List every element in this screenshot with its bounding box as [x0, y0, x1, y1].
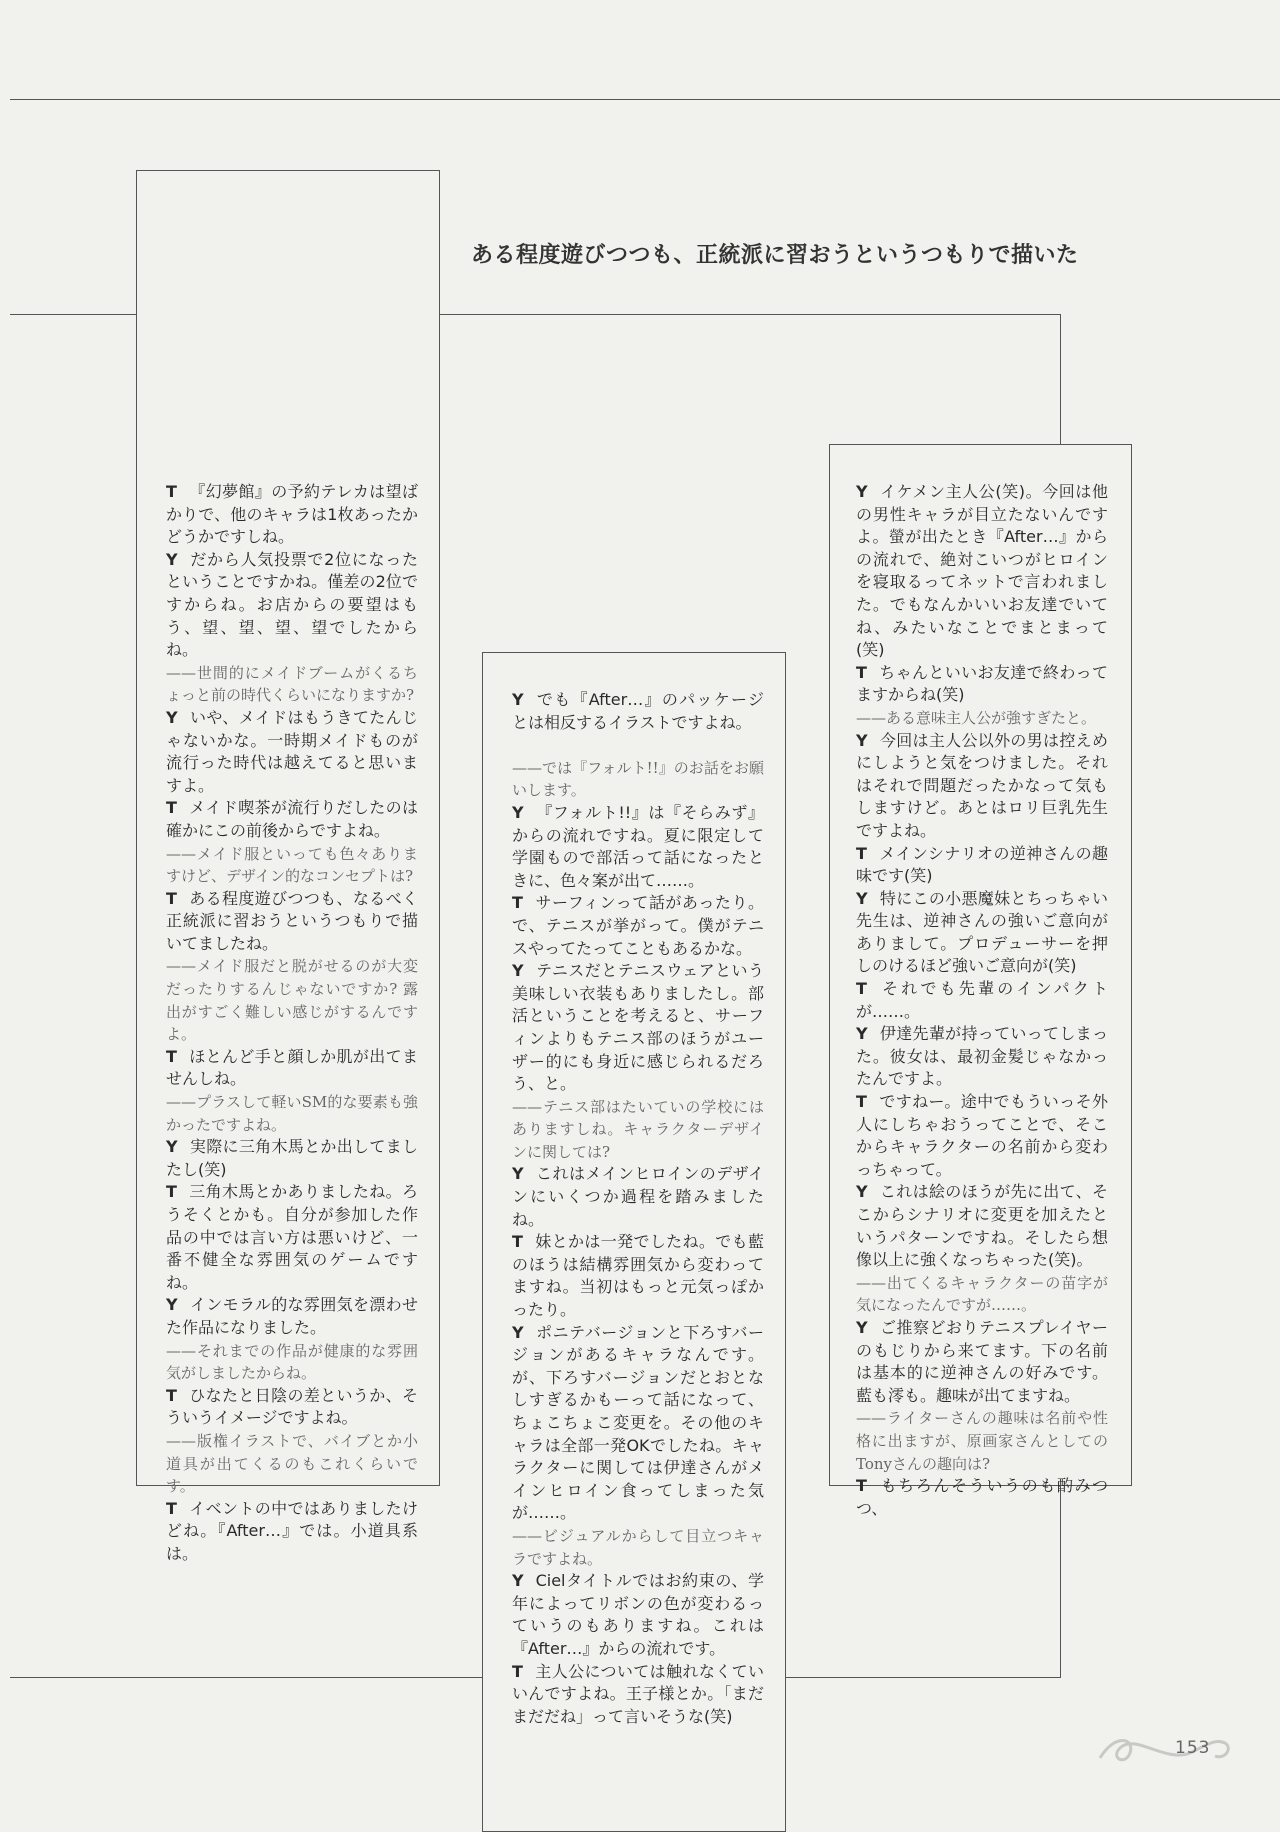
answer-text: 『フォルト!!』は『そらみず』からの流れですね。夏に限定して学園もので部活って話になったときに、色々案が出て……。: [512, 802, 764, 890]
answer-text: Cielタイトルではお約束の、学年によってリボンの色が変わるっていうのもありますね。これは『After…』からの流れです。: [512, 1571, 764, 1658]
speaker-initial: T: [512, 893, 523, 913]
interview-answer: [166, 888, 418, 956]
speaker-initial: Y: [856, 1317, 868, 1337]
speaker-initial: Y: [512, 802, 524, 822]
answer-text: だから人気投票で2位になったということですかね。僅差の2位ですからね。お店からの要望はもう、望、望、望、望でしたからね。: [166, 549, 418, 660]
question-text: ——テニス部はたいていの学校にはありますしね。キャラクターデザインに関しては?: [512, 1097, 764, 1161]
answer-text: メインシナリオの逆神さんの趣味です(笑): [856, 843, 1108, 886]
interviewer-question: [166, 843, 418, 888]
answer-text: ほとんど手と顔しか肌が出てませんしね。: [166, 1046, 418, 1089]
interviewer-question: [856, 1407, 1108, 1475]
answer-text: 妹とかは一発でしたね。でも藍のほうは結構雰囲気から変わってますね。当初はもっと元気っぽかったり。: [512, 1232, 764, 1320]
frame-line: [785, 1677, 1061, 1678]
speaker-initial: Y: [856, 888, 868, 908]
interview-answer: [166, 1181, 418, 1294]
speaker-initial: Y: [166, 549, 178, 569]
question-text: ——出てくるキャラクターの苗字が気になったんですが……。: [856, 1273, 1108, 1315]
answer-text: テニスだとテニスウェアという美味しい衣装もありましたし。部活ということを考えると、サーフィンよりもテニス部のほうがユーザー的にも身近に感じられるだろう、と。: [512, 961, 764, 1094]
interview-answer: [856, 662, 1108, 707]
answer-text: サーフィンって話があったり。で、テニスが挙がって。僕がテニスやってたってこともあるかな。: [512, 893, 764, 958]
interview-answer: [512, 1661, 764, 1729]
question-text: ——それまでの作品が健康的な雰囲気がしましたからね。: [166, 1341, 418, 1383]
speaker-initial: T: [512, 1661, 523, 1681]
interviewer-question: [512, 1525, 764, 1570]
question-text: ——メイド服だと脱がせるのが大変だったりするんじゃないですか? 露出がすごく難しい感じがするんですよ。: [166, 957, 418, 1044]
frame-line: [439, 314, 1061, 315]
answer-text: ポニテバージョンと下ろすバージョンがあるキャラなんです。が、下ろすバージョンだとおとなしすぎるかもーって話になって、ちょこちょこ変更を。その他のキャラは全部一発OKでしたね。キャラクターに関しては伊達さんがメインヒロイン食ってしまった気が……。: [512, 1322, 764, 1523]
speaker-initial: Y: [856, 482, 868, 501]
interview-answer: [856, 843, 1108, 888]
interviewer-question: [166, 955, 418, 1045]
interview-answer: [856, 1091, 1108, 1181]
answer-text: 実際に三角木馬とか出してましたし(笑): [166, 1137, 418, 1179]
question-text: ——では『フォルト!!』のお話をお願いします。: [512, 758, 764, 800]
answer-text: 三角木馬とかありましたね。ろうそくとかも。自分が参加した作品の中では言い方は悪いけど、一番不健全な雰囲気のゲームですね。: [166, 1182, 418, 1292]
interview-answer: [166, 1498, 418, 1566]
interview-answer: [166, 1294, 418, 1339]
interview-answer: [512, 892, 764, 960]
interview-answer: [856, 481, 1108, 662]
interview-answer: [166, 1385, 418, 1430]
interview-answer: [512, 1163, 764, 1231]
interviewer-question: [166, 1091, 418, 1136]
answer-text: ご推察どおりテニスプレイヤーのもじりから来てます。下の名前は基本的に逆神さんの好みです。藍も澪も。趣味が出てますね。: [856, 1317, 1108, 1405]
speaker-initial: T: [166, 888, 177, 908]
speaker-initial: Y: [512, 1322, 524, 1342]
answer-text: 伊達先輩が持っていってしまった。彼女は、最初金髪じゃなかったんですよ。: [856, 1024, 1108, 1089]
interview-answer: [512, 689, 764, 734]
speaker-initial: T: [166, 1046, 177, 1066]
speaker-initial: Y: [856, 1024, 868, 1044]
speaker-initial: Y: [856, 1182, 868, 1202]
speaker-initial: Y: [166, 707, 178, 727]
answer-text: イケメン主人公(笑)。今回は他の男性キャラが目立たないんですよ。螢が出たとき『After…』からの流れで、絶対こいつがヒロインを寝取るってネットで言われました。でもなんかいいお友達でいてね、みたいなことでまとまって(笑): [856, 482, 1108, 660]
question-text: ——世間的にメイドブームがくるちょっと前の時代くらいになりますか?: [166, 663, 418, 705]
speaker-initial: Y: [166, 1137, 178, 1157]
question-text: ——ある意味主人公が強すぎたと。: [856, 708, 1097, 727]
interview-answer: [856, 978, 1108, 1023]
interview-answer: [166, 1046, 418, 1091]
speaker-initial: Y: [512, 1164, 524, 1184]
speaker-initial: Y: [856, 730, 868, 750]
interviewer-question: [166, 662, 418, 707]
interview-answer: [512, 1322, 764, 1525]
answer-text: 『幻夢館』の予約テレカは望ばかりで、他のキャラは1枚あったかどうかですしね。: [166, 482, 418, 547]
top-rule: [10, 99, 1280, 100]
interview-answer: [856, 1475, 1108, 1520]
question-text: ——プラスして軽いSM的な要素も強かったですよね。: [166, 1093, 418, 1134]
answer-text: インモラル的な雰囲気を漂わせた作品になりました。: [166, 1295, 418, 1337]
question-text: ——版権イラストで、バイブとか小道具が出てくるのもこれくらいです。: [166, 1431, 418, 1496]
interview-answer: [166, 707, 418, 797]
interview-answer: [856, 888, 1108, 978]
speaker-initial: Y: [512, 690, 524, 709]
interview-answer: [166, 481, 418, 549]
answer-text: ちゃんといいお友達で終わってますからね(笑): [856, 662, 1108, 705]
page-ornament-icon: [1095, 1728, 1235, 1768]
interview-answer: [512, 1570, 764, 1660]
interviewer-question: [166, 1430, 418, 1498]
speaker-initial: T: [512, 1232, 523, 1252]
speaker-initial: T: [856, 1476, 867, 1496]
speaker-initial: T: [856, 662, 867, 682]
interviewer-question: [856, 707, 1108, 730]
interview-answer: [856, 1023, 1108, 1091]
answer-text: 今回は主人公以外の男は控えめにしようと気をつけました。それはそれで問題だったかなって気もしますけど。あとはロリ巨乳先生ですよね。: [856, 730, 1108, 840]
speaker-initial: T: [166, 1385, 177, 1405]
answer-text: ひなたと日陰の差というか、そういうイメージですよね。: [166, 1385, 418, 1428]
interviewer-question: [856, 1272, 1108, 1317]
question-text: ——ライターさんの趣味は名前や性格に出ますが、原画家さんとしてのTonyさんの趣向は?: [856, 1409, 1108, 1473]
interview-column-left: [166, 481, 418, 1566]
interview-answer: [166, 549, 418, 662]
answer-text: もちろんそういうのも酌みつつ、: [856, 1476, 1108, 1518]
frame-line: [10, 314, 136, 315]
speaker-initial: T: [166, 482, 177, 501]
page-number: 153: [1175, 1738, 1211, 1758]
interviewer-question: [166, 1340, 418, 1385]
speaker-initial: T: [856, 979, 867, 999]
frame-line: [10, 1677, 482, 1678]
interviewer-question: [512, 1096, 764, 1164]
interview-answer: [856, 730, 1108, 843]
interview-answer: [166, 1136, 418, 1181]
interview-answer: [856, 1181, 1108, 1271]
interview-answer: [166, 797, 418, 842]
interview-answer: [856, 1317, 1108, 1407]
speaker-initial: T: [856, 843, 867, 863]
answer-text: イベントの中ではありましたけどね。『After…』では。小道具系は。: [166, 1498, 418, 1563]
interview-column-middle: [512, 689, 764, 1728]
question-text: ——ビジュアルからして目立つキャラですよね。: [512, 1526, 764, 1568]
speaker-initial: Y: [512, 1571, 524, 1591]
answer-text: それでも先輩のインパクトが……。: [856, 979, 1108, 1021]
speaker-initial: Y: [166, 1295, 178, 1315]
speaker-initial: T: [166, 1498, 177, 1518]
answer-text: いや、メイドはもうきてたんじゃないかな。一時期メイドものが流行った時代は越えてると思いますよ。: [166, 707, 418, 795]
interview-answer: [512, 960, 764, 1096]
answer-text: これはメインヒロインのデザインにいくつか過程を踏みましたね。: [512, 1164, 764, 1229]
interview-column-right: [856, 481, 1108, 1520]
speaker-initial: T: [166, 1182, 177, 1202]
answer-text: 特にこの小悪魔妹とちっちゃい先生は、逆神さんの強いご意向がありまして。プロデューサーを押しのけるほど強いご意向が(笑): [856, 888, 1108, 976]
interviewer-question: [512, 757, 764, 802]
answer-text: でも『After…』のパッケージとは相反するイラストですよね。: [512, 690, 764, 732]
answer-text: ある程度遊びつつも、なるべく正統派に習おうというつもりで描いてましたね。: [166, 888, 418, 953]
interview-answer: [512, 802, 764, 892]
answer-text: これは絵のほうが先に出て、そこからシナリオに変更を加えたというパターンですね。そしたら想像以上に強くなっちゃった(笑)。: [856, 1182, 1108, 1270]
answer-text: メイド喫茶が流行りだしたのは確かにこの前後からですよね。: [166, 798, 418, 840]
headline: ある程度遊びつつも、正統派に習おうというつもりで描いた: [471, 243, 1079, 268]
answer-text: 主人公については触れなくていいんですよね。王子様とか。「まだまだだね」って言いそうな(笑): [512, 1661, 764, 1726]
interview-answer: [512, 1231, 764, 1321]
speaker-initial: T: [166, 798, 177, 818]
speaker-initial: Y: [512, 961, 524, 981]
frame-line: [1060, 314, 1061, 444]
answer-text: ですねー。途中でもういっそ外人にしちゃおうってことで、そこからキャラクターの名前から変わっちゃって。: [856, 1092, 1108, 1179]
question-text: ——メイド服といっても色々ありますけど、デザイン的なコンセプトは?: [166, 844, 418, 886]
speaker-initial: T: [856, 1092, 867, 1112]
